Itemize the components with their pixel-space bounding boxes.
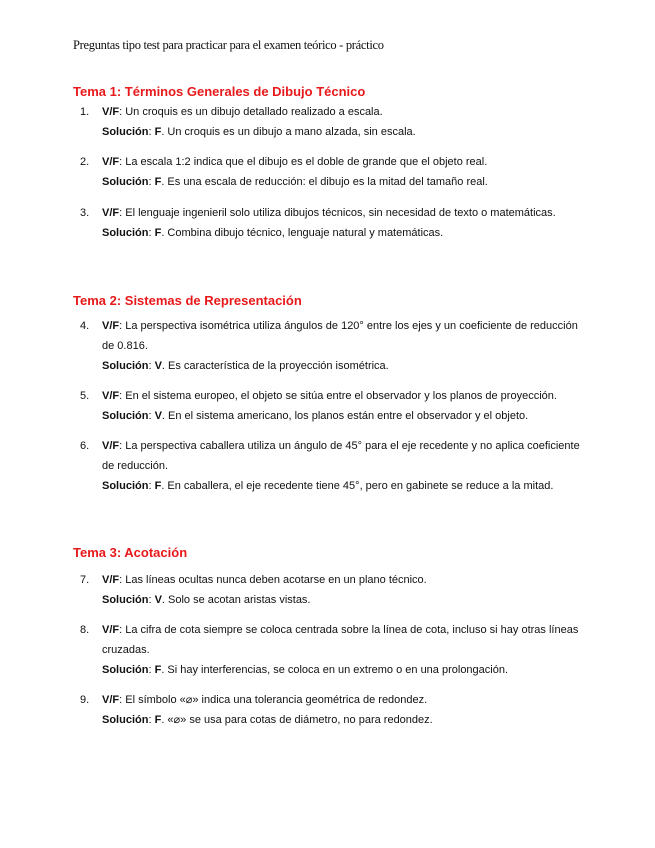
- question-number: 3.: [80, 207, 90, 219]
- solution-text: Solución: V. Solo se acotan aristas vistas.: [102, 594, 311, 606]
- question-number: 1.: [80, 106, 90, 118]
- question-number: 6.: [80, 440, 90, 452]
- question-number: 2.: [80, 156, 90, 168]
- solution-text: Solución: F. En caballera, el eje recedente tiene 45°, pero en gabinete se reduce a la mitad.: [102, 480, 554, 492]
- question-text: V/F: El lenguaje ingenieril solo utiliza dibujos técnicos, sin necesidad de texto o matemáticas.: [102, 207, 556, 219]
- solution-text: Solución: F. Un croquis es un dibujo a mano alzada, sin escala.: [102, 126, 416, 138]
- question-number: 9.: [80, 694, 90, 706]
- page-header: Preguntas tipo test para practicar para el examen teórico - práctico: [73, 38, 384, 52]
- solution-text: Solución: V. En el sistema americano, los planos están entre el observador y el objeto.: [102, 410, 529, 422]
- section-title-2: Tema 2: Sistemas de Representación: [73, 293, 302, 308]
- question-number: 5.: [80, 390, 90, 402]
- question-number: 7.: [80, 574, 90, 586]
- question-text: V/F: La perspectiva isométrica utiliza ángulos de 120° entre los ejes y un coeficiente de reducción de 0.816.: [102, 320, 578, 352]
- question-text: V/F: El símbolo «⌀» indica una tolerancia geométrica de redondez.: [102, 694, 428, 706]
- section-title-1: Tema 1: Términos Generales de Dibujo Técnico: [73, 84, 366, 99]
- question-number: 8.: [80, 624, 90, 636]
- solution-text: Solución: F. «⌀» se usa para cotas de diámetro, no para redondez.: [102, 714, 433, 726]
- section-title-3: Tema 3: Acotación: [73, 545, 188, 560]
- question-number: 4.: [80, 320, 90, 332]
- solution-text: Solución: F. Si hay interferencias, se coloca en un extremo o en una prolongación.: [102, 664, 509, 676]
- solution-text: Solución: F. Combina dibujo técnico, lenguaje natural y matemáticas.: [102, 227, 444, 239]
- question-text: V/F: Las líneas ocultas nunca deben acotarse en un plano técnico.: [102, 574, 427, 586]
- solution-text: Solución: F. Es una escala de reducción: el dibujo es la mitad del tamaño real.: [102, 176, 488, 188]
- question-text: V/F: La cifra de cota siempre se coloca centrada sobre la línea de cota, incluso si hay otras líneas cruzadas.: [102, 624, 579, 656]
- question-text: V/F: La escala 1:2 indica que el dibujo es el doble de grande que el objeto real.: [102, 156, 488, 168]
- question-text: V/F: La perspectiva caballera utiliza un ángulo de 45° para el eje recedente y no aplica coeficiente de reducción.: [102, 440, 580, 472]
- question-text: V/F: Un croquis es un dibujo detallado realizado a escala.: [102, 106, 383, 118]
- question-text: V/F: En el sistema europeo, el objeto se sitúa entre el observador y los planos de proyección.: [102, 390, 557, 402]
- solution-text: Solución: V. Es característica de la proyección isométrica.: [102, 360, 389, 372]
